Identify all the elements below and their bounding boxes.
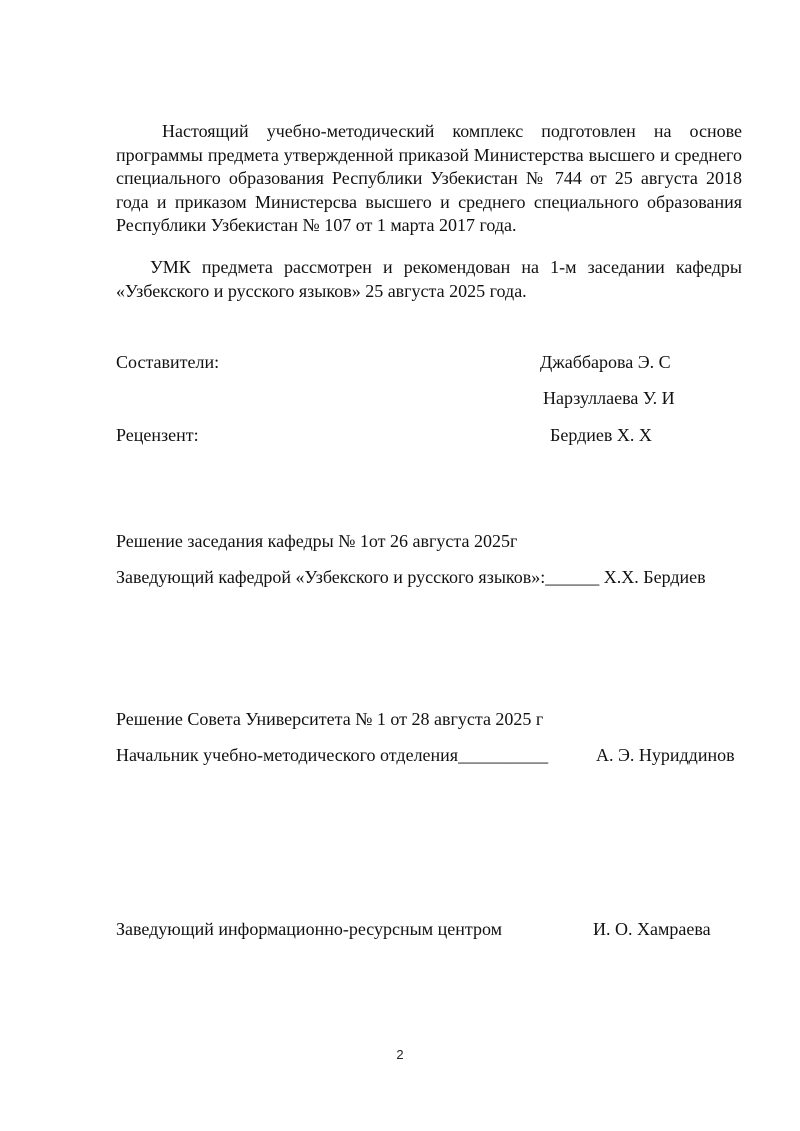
reviewer-name: Бердиев Х. Х xyxy=(550,425,652,445)
compilers-label: Составители: xyxy=(116,352,220,372)
methodical-head-label: Начальник учебно-методического отделения__________ xyxy=(116,745,549,765)
department-decision-title: Решение заседания кафедры № 1от 26 августа 2025г xyxy=(116,531,518,551)
methodical-head-name: А. Э. Нуриддинов xyxy=(596,745,735,765)
intro-paragraph-1: Настоящий учебно-методический комплекс подготовлен на основе программы предмета утвержденной приказой Министерства высшего и среднего специального образования Республики Узбекистан № 744 от 25 августа 2018 года и приказом Министерсва высшего и среднего специального образования Республики Узбекистан № 107 от 1 марта 2017 года. xyxy=(116,121,742,235)
department-head-line: Заведующий кафедрой «Узбекского и русского языков»:______ Х.Х. Бердиев xyxy=(116,567,706,587)
council-decision-title: Решение Совета Университета № 1 от 28 августа 2025 г xyxy=(116,709,544,729)
page-number: 2 xyxy=(396,1047,404,1062)
resource-center-name: И. О. Хамраева xyxy=(593,919,711,939)
intro-paragraph-2: УМК предмета рассмотрен и рекомендован на 1-м заседании кафедры «Узбекского и русского языков» 25 августа 2025 года. xyxy=(116,257,742,301)
compiler-name-1: Джаббарова Э. С xyxy=(540,352,671,372)
reviewer-label: Рецензент: xyxy=(116,425,199,445)
resource-center-label: Заведующий информационно-ресурсным центром xyxy=(116,919,503,939)
compiler-name-2: Нарзуллаева У. И xyxy=(543,388,675,408)
